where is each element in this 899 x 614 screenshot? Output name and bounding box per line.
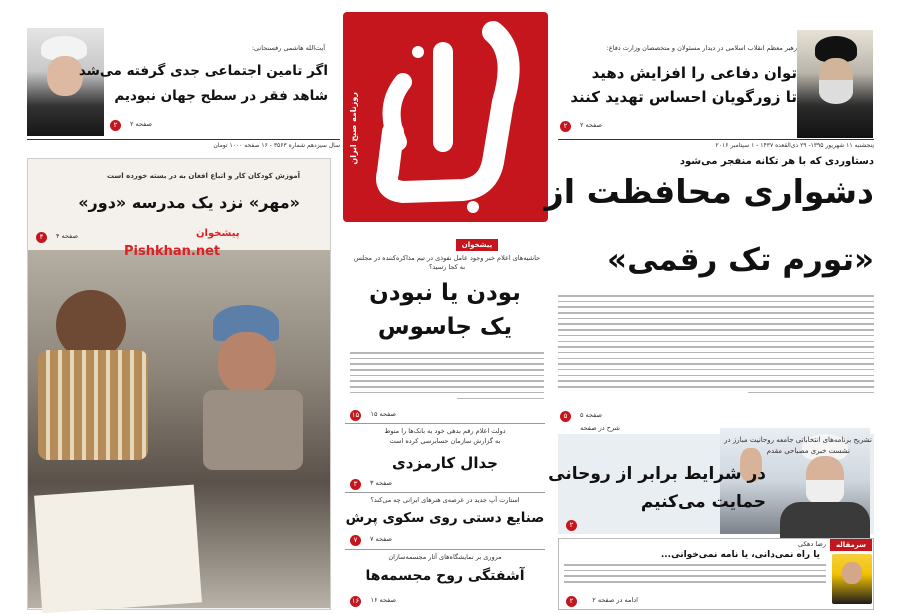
center-badge: پیشخوان bbox=[456, 239, 498, 251]
dateline-rule-right bbox=[558, 139, 874, 140]
top-right-page-label: صفحه ۲ bbox=[579, 121, 602, 129]
center-page-7-badge: ۷ bbox=[350, 535, 361, 546]
notebook-icon bbox=[34, 485, 202, 614]
top-right-headline-2: تا زورگویان احساس تهدید کنند bbox=[570, 88, 797, 106]
column-tag: سرمقاله bbox=[830, 539, 872, 551]
column-headline: یا راه نمی‌دانی، یا نامه نمی‌خوانی... bbox=[660, 550, 820, 560]
right-lower-headline-2: حمایت می‌کنیم bbox=[640, 492, 766, 512]
story2-kicker-1: دولت اعلام رقم بدهی خود به بانک‌ها را منوط bbox=[384, 427, 506, 435]
top-left-kicker: آیت‌الله هاشمی رفسنجانی: bbox=[251, 44, 325, 52]
center-headline-2: یک جاسوس bbox=[377, 314, 513, 340]
center-kicker: حاشیه‌های اعلام خبر وجود عامل نفوذی در تیم مذاکره‌کننده در مجلس به کجا رسید؟ bbox=[353, 254, 541, 271]
center-page-15-badge: ۱۵ bbox=[351, 411, 360, 419]
main-story-headline-2: «تورم تک رقمی» bbox=[607, 242, 874, 278]
main-story-kicker: دستاوردی که با هر تکانه منفجر می‌شود bbox=[679, 156, 874, 167]
right-lower-headline-1: در شرایط برابر از روحانی bbox=[548, 464, 766, 484]
center-page-7-label: صفحه ۷ bbox=[369, 535, 392, 543]
column-body bbox=[564, 564, 826, 592]
top-left-portrait bbox=[27, 28, 104, 136]
right-lower-page-label: شرح در صفحه bbox=[580, 424, 620, 432]
center-divider-3 bbox=[345, 549, 545, 550]
face-icon bbox=[47, 56, 83, 96]
photo-story-page-badge: ۴ bbox=[36, 232, 47, 243]
photo-story-page-label: صفحه ۴ bbox=[55, 232, 78, 240]
child-left-shirt-icon bbox=[38, 350, 148, 460]
dateline-right: پنجشنبه ۱۱ شهریور ۱۳۹۵- ۲۹ ذی‌القعده ۱۴۳۷ - ۱ سپتامبر ۲۰۱۶ bbox=[715, 142, 874, 149]
center-page-16-badge: ۱۶ bbox=[351, 597, 360, 605]
top-right-kicker: رهبر معظم انقلاب اسلامی در دیدار مسئولان و متخصصان وزارت دفاع: bbox=[606, 44, 797, 52]
center-page-15-label: صفحه ۱۵ bbox=[370, 410, 396, 418]
story3-headline: صنایع دستی روی سکوی پرش bbox=[345, 510, 545, 526]
beard-icon bbox=[819, 80, 853, 104]
column-page-badge: ۲ bbox=[566, 596, 577, 607]
center-page-3-badge: ۳ bbox=[350, 479, 361, 490]
right-lower-kicker-1: تشریح برنامه‌های انتخاباتی جامعه روحانیت مبارز در bbox=[724, 436, 872, 444]
main-story-body bbox=[558, 295, 874, 403]
robe-icon bbox=[780, 502, 870, 542]
watermark-fa: پیشخوان bbox=[196, 228, 240, 239]
watermark: Pishkhan.net bbox=[124, 244, 221, 259]
dateline-left: سال سیزدهم شماره ۳۵۶۳ - ۱۶ صفحه ۱۰۰۰ تومان bbox=[213, 142, 340, 149]
photo-story-headline: «مهر» نزد یک مدرسه «دور» bbox=[78, 193, 300, 212]
child-right-shirt-icon bbox=[203, 390, 303, 470]
top-left-headline-1: اگر تامین اجتماعی جدی گرفته می‌شد bbox=[78, 63, 328, 79]
column-author: رضا دهکی bbox=[797, 540, 826, 548]
center-page-16-label: صفحه ۱۶ bbox=[370, 596, 396, 604]
main-story-headline-1: دشواری محافظت از bbox=[544, 172, 874, 211]
photo-story-kicker: آموزش کودکان کار و اتباع افغان به در بسته خورده است bbox=[106, 172, 300, 180]
story4-kicker: مروری بر نمایشگاه‌های آثار مجسمه‌سازان bbox=[388, 553, 502, 561]
center-divider-1 bbox=[345, 423, 545, 424]
masthead-title bbox=[343, 82, 548, 93]
top-left-page-label: صفحه ۲ bbox=[129, 120, 152, 128]
top-left-page-badge: ۲ bbox=[110, 120, 121, 131]
top-right-headline-1: توان دفاعی را افزایش دهید bbox=[591, 64, 797, 82]
child-right-icon bbox=[218, 332, 276, 394]
story2-kicker-2: به گزارش سازمان حسابرسی کرده است bbox=[389, 437, 501, 445]
center-divider-2 bbox=[345, 492, 545, 493]
right-lower-page-badge: ۲ bbox=[566, 520, 577, 531]
main-story-page-badge: ۵ bbox=[560, 411, 571, 422]
center-story-body bbox=[350, 352, 544, 406]
top-left-headline-2: شاهد فقر در سطح جهان نبودیم bbox=[114, 88, 328, 104]
story4-headline: آشفتگی روح مجسمه‌ها bbox=[365, 568, 525, 584]
center-page-3-label: صفحه ۳ bbox=[369, 479, 392, 487]
dateline-rule-left bbox=[27, 139, 340, 140]
main-story-page-label: صفحه ۵ bbox=[579, 411, 602, 419]
top-right-portrait bbox=[797, 30, 873, 138]
masthead-subtitle: روزنامه صبح ایران bbox=[349, 92, 358, 165]
center-headline-1: بودن یا نبودن bbox=[369, 280, 521, 306]
top-right-page-badge: ۲ bbox=[560, 121, 571, 132]
story2-headline: جدال کارمزدی bbox=[392, 454, 498, 472]
column-author-photo bbox=[832, 554, 872, 604]
face-icon bbox=[842, 562, 862, 584]
column-continued: ادامه در صفحه ۲ bbox=[592, 596, 638, 604]
right-lower-kicker-2: نشست خبری مصباحی مقدم bbox=[766, 447, 850, 455]
story3-kicker: استارت آپ جدید در عرصه‌ی هنرهای ایرانی چه می‌کند؟ bbox=[370, 496, 520, 504]
